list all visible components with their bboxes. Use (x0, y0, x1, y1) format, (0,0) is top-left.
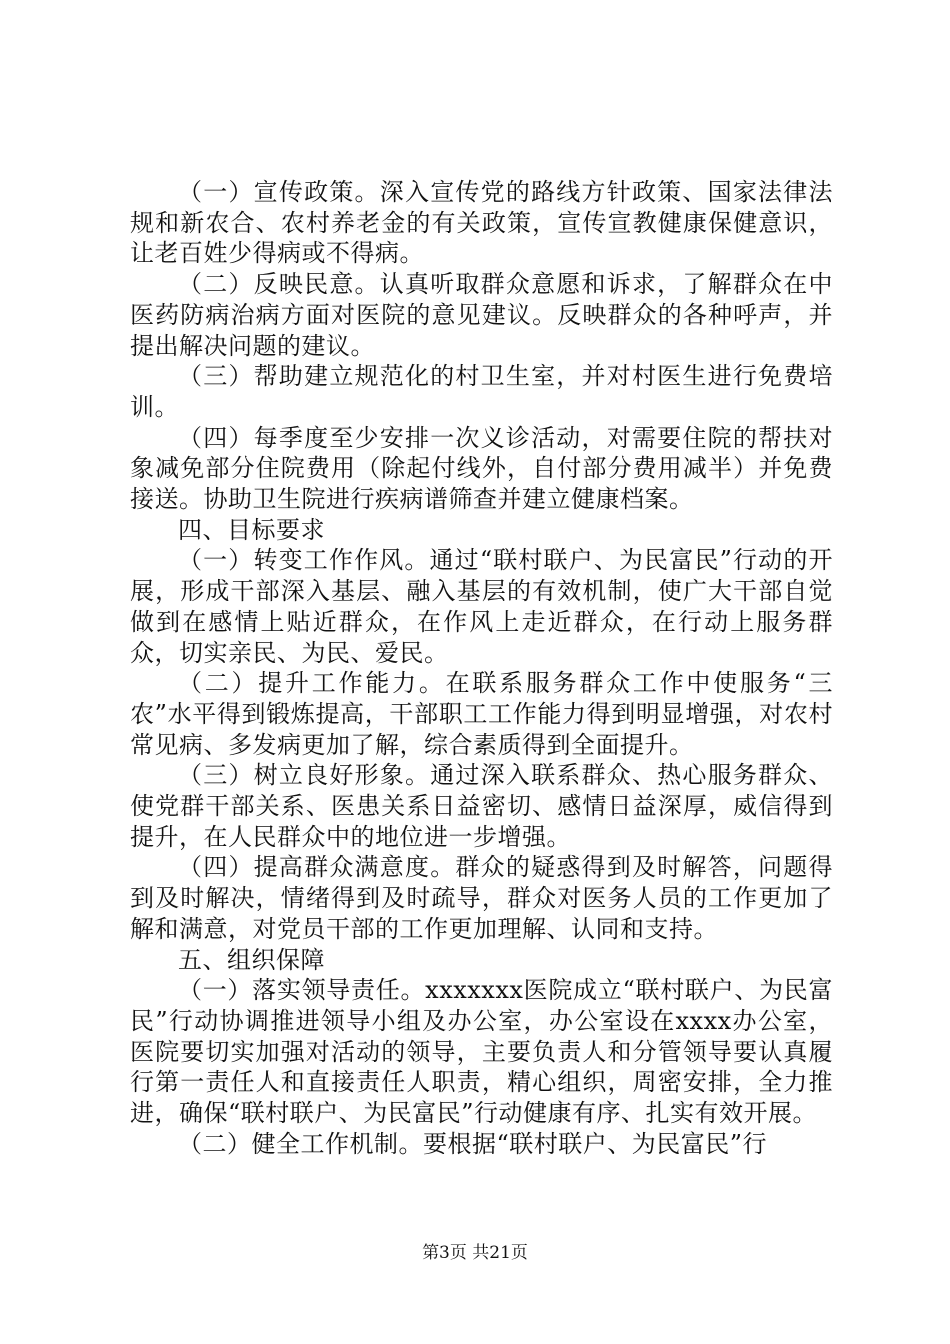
section-heading-goals: 四、目标要求 (178, 515, 325, 544)
document-body (130, 177, 833, 1160)
paragraph-satisfaction: （四）提高群众满意度。群众的疑惑得到及时解答，问题得到及时解决，情绪得到及时疏导，群众对医务人员的工作更加了解和满意，对党员干部的工作更加理解、认同和支持。 (130, 853, 833, 943)
paragraph-reflect-opinion: （二）反映民意。认真听取群众意愿和诉求，了解群众在中医药防病治病方面对医院的意见建议。反映群众的各种呼声，并提出解决问题的建议。 (130, 270, 833, 360)
paragraph-work-style: （一）转变工作作风。通过“联村联户、为民富民”行动的开展，形成干部深入基层、融入基层的有效机制，使广大干部自觉做到在感情上贴近群众，在作风上走近群众，在行动上服务群众，切实亲民、为民、爱民。 (130, 546, 833, 667)
section-heading-organization: 五、组织保障 (178, 945, 325, 974)
page-footer: 第3页 共21页 (422, 1243, 528, 1263)
paragraph-village-clinic: （三）帮助建立规范化的村卫生室，并对村医生进行免费培训。 (130, 362, 833, 421)
paragraph-work-mechanism: （二）健全工作机制。要根据“联村联户、为民富民”行 (178, 1129, 768, 1158)
paragraph-leadership: （一）落实领导责任。xxxxxxx医院成立“联村联户、为民富民”行动协调推进领导小组及办公室，办公室设在xxxx办公室，医院要切实加强对活动的领导，主要负责人和分管领导要认真履行第一责任人和直接责任人职责，精心组织，周密安排，全力推进，确保“联村联户、为民富民”行动健康有序、扎实有效开展。 (130, 976, 833, 1128)
paragraph-good-image: （三）树立良好形象。通过深入联系群众、热心服务群众、使党群干部关系、医患关系日益密切、感情日益深厚，威信得到提升，在人民群众中的地位进一步增强。 (130, 761, 833, 851)
paragraph-work-ability: （二）提升工作能力。在联系服务群众工作中使服务“三农”水平得到锻炼提高，干部职工工作能力得到明显增强，对农村常见病、多发病更加了解，综合素质得到全面提升。 (130, 669, 833, 759)
paragraph-free-clinic: （四）每季度至少安排一次义诊活动，对需要住院的帮扶对象减免部分住院费用（除起付线外，自付部分费用减半）并免费接送。协助卫生院进行疾病谱筛查并建立健康档案。 (130, 423, 833, 514)
paragraph-publicize-policy: （一）宣传政策。深入宣传党的路线方针政策、国家法律法规和新农合、农村养老金的有关政策，宣传宣教健康保健意识，让老百姓少得病或不得病。 (130, 178, 833, 268)
